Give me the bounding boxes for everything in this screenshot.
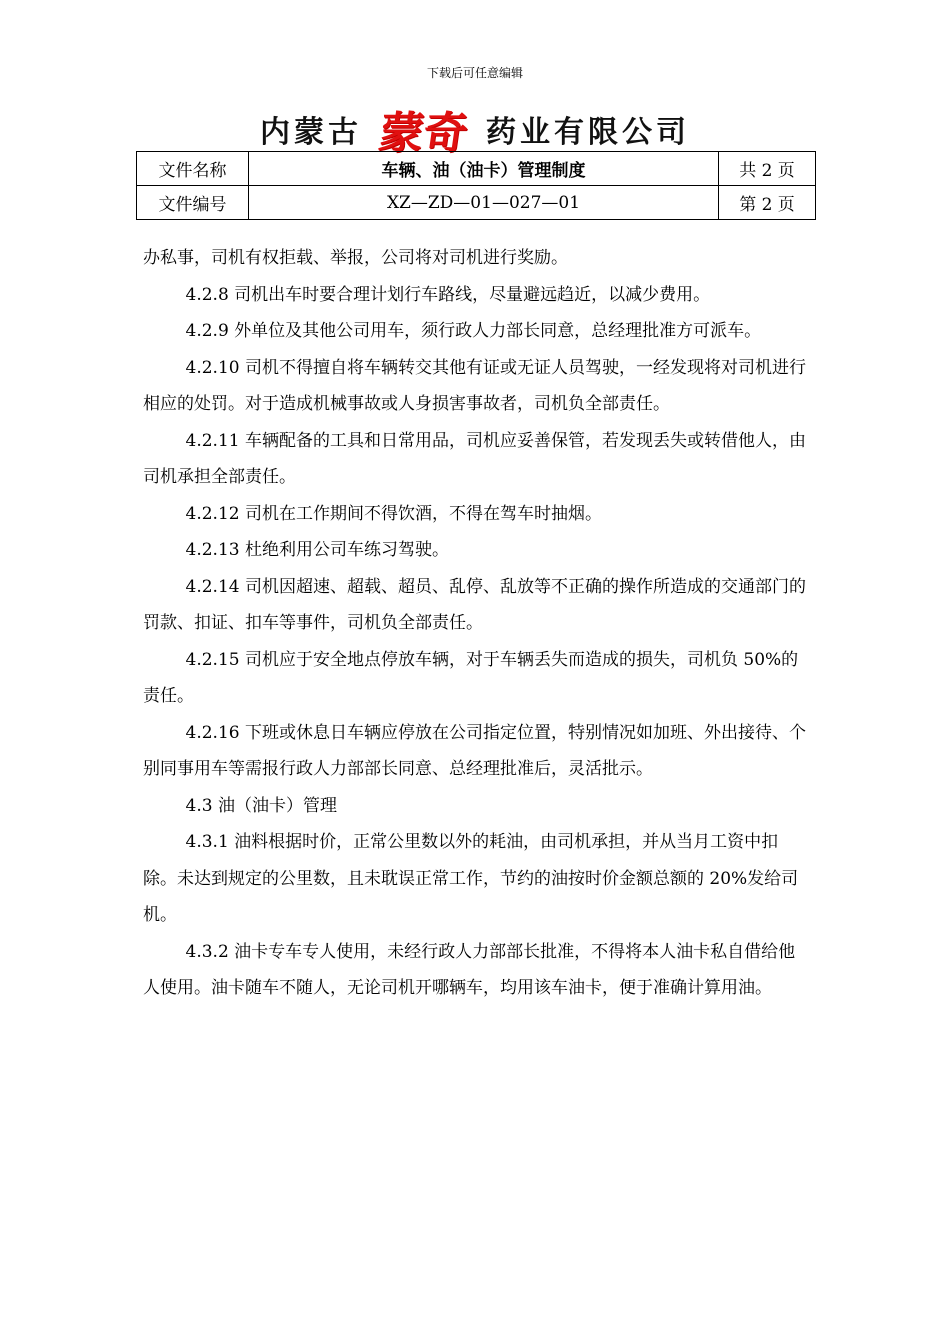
top-note: 下载后可任意编辑 xyxy=(426,66,523,80)
company-name-right: 药业有限公司 xyxy=(486,115,690,150)
body-paragraph: 4.3.2 油卡专车专人使用，未经行政人力部部长批准，不得将本人油卡私自借给他人使用。油卡随车不随人，无论司机开哪辆车，均用该车油卡，便于准确计算用油。 xyxy=(143,941,796,998)
body-paragraph: 4.2.15 司机应于安全地点停放车辆，对于车辆丢失而造成的损失，司机负 50%的责任。 xyxy=(143,649,799,706)
body-paragraph: 4.2.16 下班或休息日车辆应停放在公司指定位置，特别情况如加班、外出接待、个别同事用车等需报行政人力部部长同意、总经理批准后，灵活批示。 xyxy=(143,722,806,779)
body-paragraph: 办私事，司机有权拒载、举报，公司将对司机进行奖励。 xyxy=(143,248,568,268)
company-header xyxy=(0,104,950,159)
company-name-left: 内蒙古 xyxy=(260,115,362,150)
body-paragraph: 4.2.8 司机出车时要合理计划行车路线，尽量避远趋近，以减少费用。 xyxy=(185,284,711,305)
body-paragraph: 4.2.11 车辆配备的工具和日常用品，司机应妥善保管，若发现丢失或转借他人，由司机承担全部责任。 xyxy=(143,430,806,487)
body-paragraph: 4.2.14 司机因超速、超载、超员、乱停、乱放等不正确的操作所造成的交通部门的罚款、扣证、扣车等事件，司机负全部责任。 xyxy=(143,576,806,633)
company-logo: 蒙奇 xyxy=(375,108,471,159)
document-header-table xyxy=(136,151,816,220)
document-body xyxy=(143,240,809,1007)
document-title: 车辆、油（油卡）管理制度 xyxy=(249,152,719,186)
body-paragraph: 4.2.10 司机不得擅自将车辆转交其他有证或无证人员驾驶，一经发现将对司机进行相应的处罚。对于造成机械事故或人身损害事故者，司机负全部责任。 xyxy=(143,357,806,414)
total-pages: 共 2 页 xyxy=(719,152,816,186)
file-name-label: 文件名称 xyxy=(137,152,249,186)
body-paragraph: 4.3 油（油卡）管理 xyxy=(185,795,337,816)
file-number-label: 文件编号 xyxy=(137,186,249,220)
document-number: XZ—ZD—01—027—01 xyxy=(249,186,719,220)
body-paragraph: 4.2.9 外单位及其他公司用车，须行政人力部长同意，总经理批准方可派车。 xyxy=(185,321,762,341)
page-number: 第 2 页 xyxy=(719,186,816,220)
body-paragraph: 4.3.1 油料根据时价，正常公里数以外的耗油，由司机承担，并从当月工资中扣除。未达到规定的公里数，且未耽误正常工作，节约的油按时价金额总额的 20%发给司机。 xyxy=(143,832,799,925)
body-paragraph: 4.2.13 杜绝利用公司车练习驾驶。 xyxy=(185,540,449,560)
body-paragraph: 4.2.12 司机在工作期间不得饮酒，不得在驾车时抽烟。 xyxy=(185,503,602,524)
